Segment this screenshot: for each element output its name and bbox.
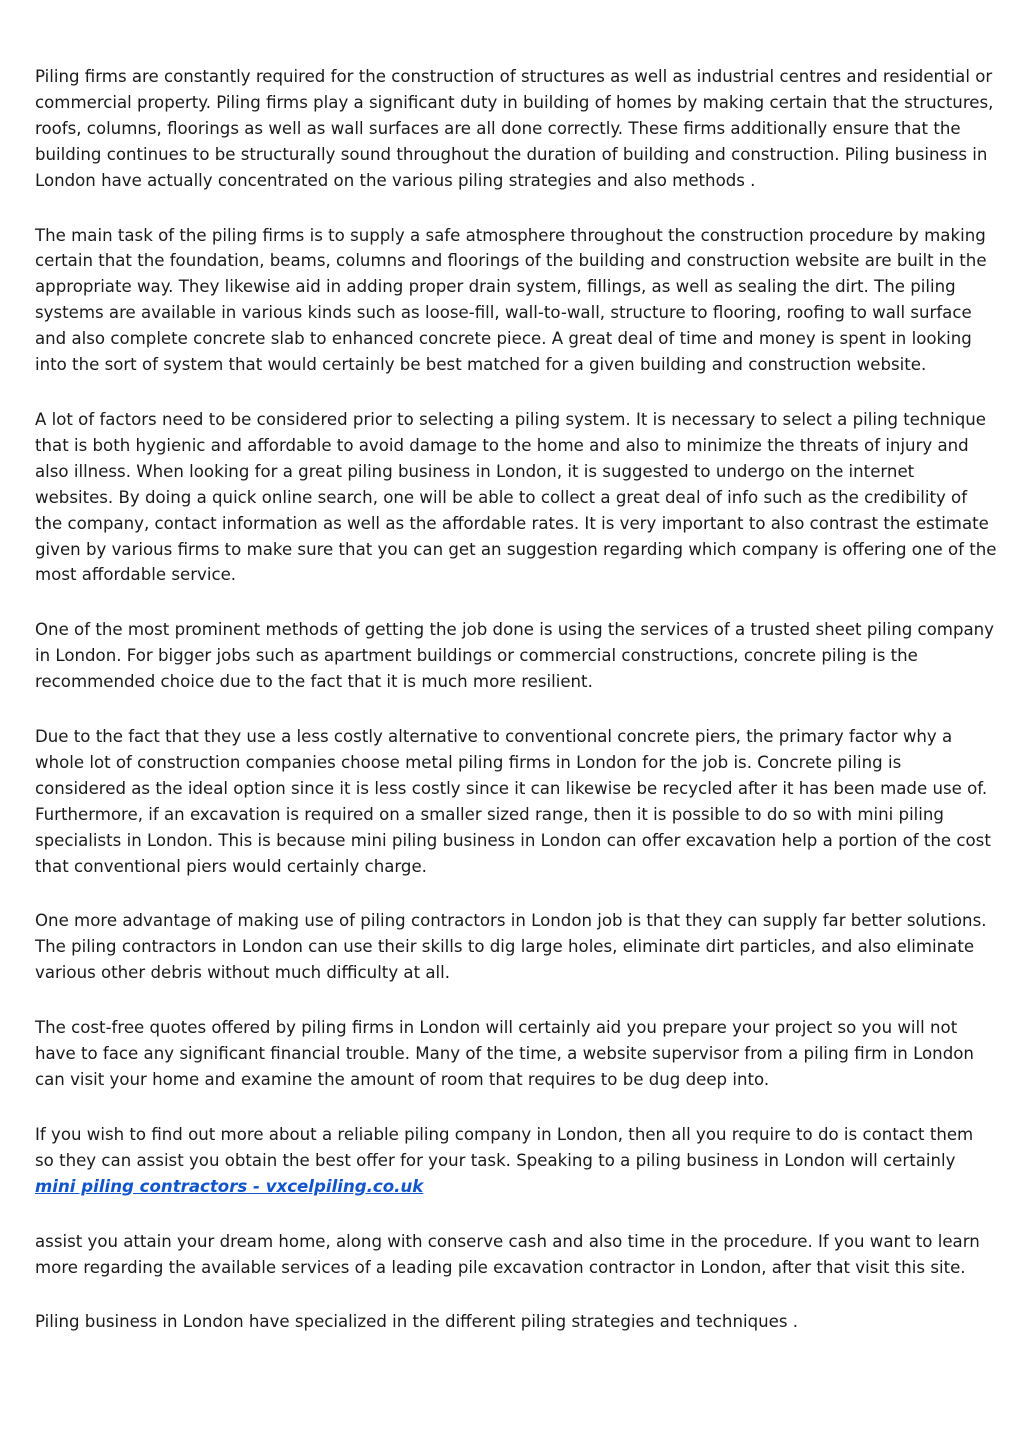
article-body [35, 64, 997, 1364]
paragraph-7: The cost-free quotes offered by piling firms in London will certainly aid you prepare your project so you will not have to face any significant financial trouble. Many of the time, a website supervisor from a piling firm in London can visit your home and examine the amount of room that requires to be dug deep into. [35, 1018, 974, 1089]
paragraph-4: One of the most prominent methods of getting the job done is using the services of a trusted sheet piling company in London. For bigger jobs such as apartment buildings or commercial constructions, concrete piling is the recommended choice due to the fact that it is much more resilient. [35, 620, 994, 692]
paragraph-2: The main task of the piling firms is to supply a safe atmosphere throughout the construction procedure by making certain that the foundation, beams, columns and floorings of the building and construction website are built in the appropriate way. They likewise aid in adding proper drain system, fillings, as well as sealing the dirt. The piling systems are available in various kinds such as loose-fill, wall-to-wall, structure to flooring, roofing to wall surface and also complete concrete slab to enhanced concrete piece. A great deal of time and money is spent in looking into the sort of system that would certainly be best matched for a given building and construction website. [35, 225, 987, 375]
paragraph-8: If you wish to find out more about a reliable piling company in London, then all you require to do is contact them so they can assist you obtain the best offer for your task. Speaking to a piling business in London will certainly [35, 1124, 974, 1170]
paragraph-10: Piling business in London have specialized in the different piling strategies and techniques . [35, 1312, 799, 1332]
paragraph-9: assist you attain your dream home, along with conserve cash and also time in the procedure. If you want to learn more regarding the available services of a leading pile excavation contractor in London, after that visit this site. [35, 1231, 980, 1277]
paragraph-1: Piling firms are constantly required for the construction of structures as well as industrial centres and residential or commercial property. Piling firms play a significant duty in building of homes by making certain that the structures, roofs, columns, floorings as well as wall surfaces are all done correctly. These firms additionally ensure that the building continues to be structurally sound throughout the duration of building and construction. Piling business in London have actually concentrated on the various piling strategies and also methods . [35, 67, 994, 190]
paragraph-5: Due to the fact that they use a less costly alternative to conventional concrete piers, the primary factor why a whole lot of construction companies choose metal piling firms in London for the job is. Concrete piling is considered as the ideal option since it is less costly since it can likewise be recycled after it has been made use of. Furthermore, if an excavation is required on a smaller sized range, then it is possible to do so with mini piling specialists in London. This is because mini piling business in London can offer excavation help a portion of the cost that conventional piers would certainly charge. [35, 727, 991, 876]
mini-piling-contractors-link[interactable]: mini piling contractors - vxcelpiling.co.uk [35, 1176, 424, 1196]
paragraph-6: One more advantage of making use of piling contractors in London job is that they can supply far better solutions. The piling contractors in London can use their skills to dig large holes, eliminate dirt particles, and also eliminate various other debris without much difficulty at all. [35, 911, 987, 983]
paragraph-8-with-link [35, 1122, 997, 1200]
paragraph-3: A lot of factors need to be considered prior to selecting a piling system. It is necessary to select a piling technique that is both hygienic and affordable to avoid damage to the home and also to minimize the threats of injury and also illness. When looking for a great piling business in London, it is suggested to undergo on the internet websites. By doing a quick online search, one will be able to collect a great deal of info such as the credibility of the company, contact information as well as the affordable rates. It is very important to also contrast the estimate given by various firms to make sure that you can get an suggestion regarding which company is offering one of the most affordable service. [35, 409, 997, 585]
